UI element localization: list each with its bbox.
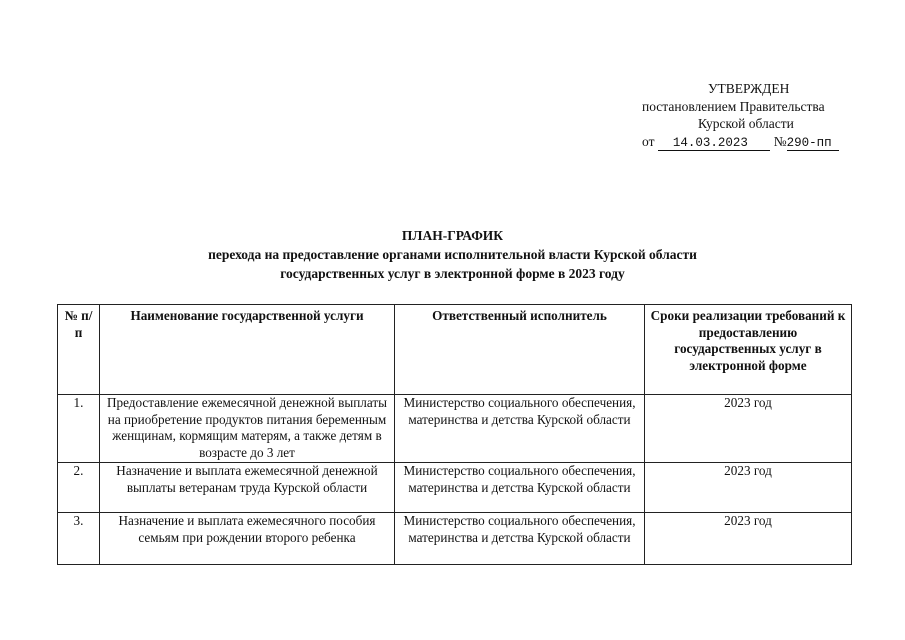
plan-table (57, 304, 852, 565)
document-subtitle-line2: государственных услуг в электронной форме в 2023 году (280, 266, 625, 281)
row-executor: Министерство социального обеспечения, материнства и детства Курской области (395, 513, 645, 565)
row-service-name: Назначение и выплата ежемесячной денежной выплаты ветеранам труда Курской области (100, 463, 395, 513)
date-prefix: от (642, 133, 655, 149)
approval-date: 14.03.2023 (658, 136, 771, 151)
row-num: 2. (58, 463, 100, 513)
header-num: № п/п (58, 305, 100, 395)
header-service-name: Наименование государственной услуги (100, 305, 395, 395)
row-deadline: 2023 год (645, 513, 852, 565)
table-row (58, 395, 852, 463)
row-deadline: 2023 год (645, 463, 852, 513)
document-heading (0, 226, 905, 283)
table-header-row (58, 305, 852, 395)
header-deadline: Сроки реализации требований к предоставлению государственных услуг в электронной форме (645, 305, 852, 395)
row-executor: Министерство социального обеспечения, материнства и детства Курской области (395, 395, 645, 463)
approval-title: УТВЕРЖДЕН (708, 81, 790, 96)
row-service-name: Назначение и выплата ежемесячного пособия семьям при рождении второго ребенка (100, 513, 395, 565)
approval-by-line: постановлением Правительства (642, 98, 825, 114)
table-row (58, 513, 852, 565)
approval-stamp (600, 80, 890, 150)
approval-region: Курской области (698, 116, 794, 131)
row-num: 1. (58, 395, 100, 463)
document-title: ПЛАН-ГРАФИК (401, 228, 504, 243)
approval-date-row (642, 133, 839, 153)
row-service-name: Предоставление ежемесячной денежной выплаты на приобретение продуктов питания беременным женщинам, кормящим матерям, а также детям в возрасте до 3 лет (100, 395, 395, 463)
row-deadline: 2023 год (645, 395, 852, 463)
header-executor: Ответственный исполнитель (395, 305, 645, 395)
document-subtitle-line1: перехода на предоставление органами исполнительной власти Курской области (208, 247, 697, 262)
approval-number: 290-пп (787, 136, 840, 151)
table-row (58, 463, 852, 513)
row-num: 3. (58, 513, 100, 565)
row-executor: Министерство социального обеспечения, материнства и детства Курской области (395, 463, 645, 513)
number-prefix: № (773, 133, 787, 149)
